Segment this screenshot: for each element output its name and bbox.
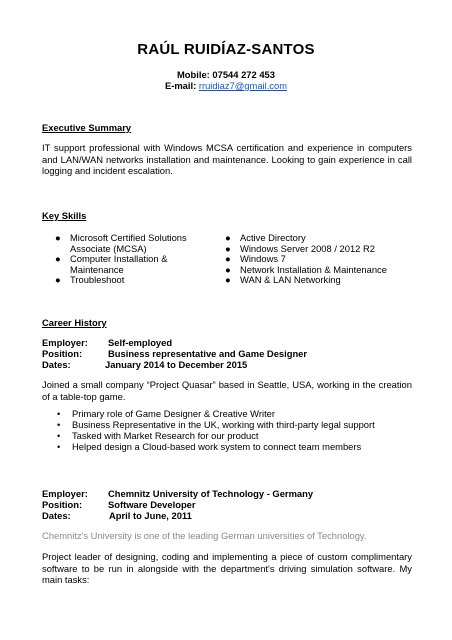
job-description: Project leader of designing, coding and implementing a piece of custom complimentary software to be run in alongside with the department's driving simulation software. My main tasks: bbox=[42, 551, 412, 585]
bullet-icon: • bbox=[57, 441, 61, 452]
position-label: Position: bbox=[42, 499, 83, 510]
bullet-icon: • bbox=[57, 419, 61, 430]
skill-text: Active Directory bbox=[240, 232, 306, 243]
employer-label: Employer: bbox=[42, 488, 88, 499]
dates-label: Dates: bbox=[42, 510, 71, 521]
skill-text: Network Installation & Maintenance bbox=[240, 264, 387, 275]
employer-label: Employer: bbox=[42, 337, 88, 348]
job-bullet-text: Business Representative in the UK, working with third-party legal support bbox=[72, 419, 375, 430]
position-value: Software Developer bbox=[108, 499, 196, 510]
skill-text: WAN & LAN Networking bbox=[240, 274, 341, 285]
bullet-icon: ● bbox=[225, 243, 231, 254]
bullet-icon: ● bbox=[225, 274, 231, 285]
bullet-icon: • bbox=[57, 430, 61, 441]
bullet-icon: ● bbox=[55, 253, 61, 264]
mobile-number: Mobile: 07544 272 453 bbox=[177, 69, 275, 80]
skill-text: Computer Installation & Maintenance bbox=[70, 253, 168, 275]
dates-label: Dates: bbox=[42, 359, 71, 370]
skill-text: Windows Server 2008 / 2012 R2 bbox=[240, 243, 375, 254]
position-value: Business representative and Game Designer bbox=[108, 348, 308, 359]
job-bullet-text: Helped design a Cloud-based work system to connect team members bbox=[72, 441, 362, 452]
skill-text: Windows 7 bbox=[240, 253, 286, 264]
dates-value: April to June, 2011 bbox=[109, 510, 192, 521]
job-bullet-text: Primary role of Game Designer & Creative Writer bbox=[72, 408, 276, 419]
bullet-icon: ● bbox=[55, 274, 61, 285]
email-label: E-mail: bbox=[164, 80, 197, 91]
bullet-icon: ● bbox=[225, 253, 231, 264]
skill-text: Troubleshoot bbox=[70, 274, 125, 285]
position-label: Position: bbox=[42, 348, 83, 359]
email-line bbox=[0, 80, 452, 91]
bullet-icon: ● bbox=[225, 264, 231, 275]
job-bullet-text: Tasked with Market Research for our product bbox=[72, 430, 259, 441]
email-link[interactable]: rruidiaz7@gmail.com bbox=[198, 80, 288, 91]
employer-value: Chemnitz University of Technology - Germany bbox=[108, 488, 314, 499]
dates-value: January 2014 to December 2015 bbox=[105, 359, 248, 370]
summary-text: IT support professional with Windows MCSA certification and experience in computers and LAN/WAN networks installation and maintenance. Looking to gain experience in call logging and incident escalation. bbox=[42, 142, 412, 176]
skill-text: Microsoft Certified Solutions Associate (MCSA) bbox=[70, 232, 187, 254]
candidate-name: RAÚL RUIDÍAZ-SANTOS bbox=[137, 41, 315, 58]
job-description: Joined a small company “Project Quasar” based in Seattle, USA, working in the creation of a table-top game. bbox=[42, 379, 412, 402]
career-heading: Career History bbox=[42, 317, 107, 328]
employer-note: Chemnitz's University is one of the leading German universities of Technology. bbox=[42, 530, 367, 541]
employer-value: Self-employed bbox=[108, 337, 173, 348]
bullet-icon: ● bbox=[225, 232, 231, 243]
skills-heading: Key Skills bbox=[42, 210, 87, 221]
bullet-icon: ● bbox=[55, 232, 61, 243]
summary-heading: Executive Summary bbox=[42, 122, 132, 133]
bullet-icon: • bbox=[57, 408, 61, 419]
